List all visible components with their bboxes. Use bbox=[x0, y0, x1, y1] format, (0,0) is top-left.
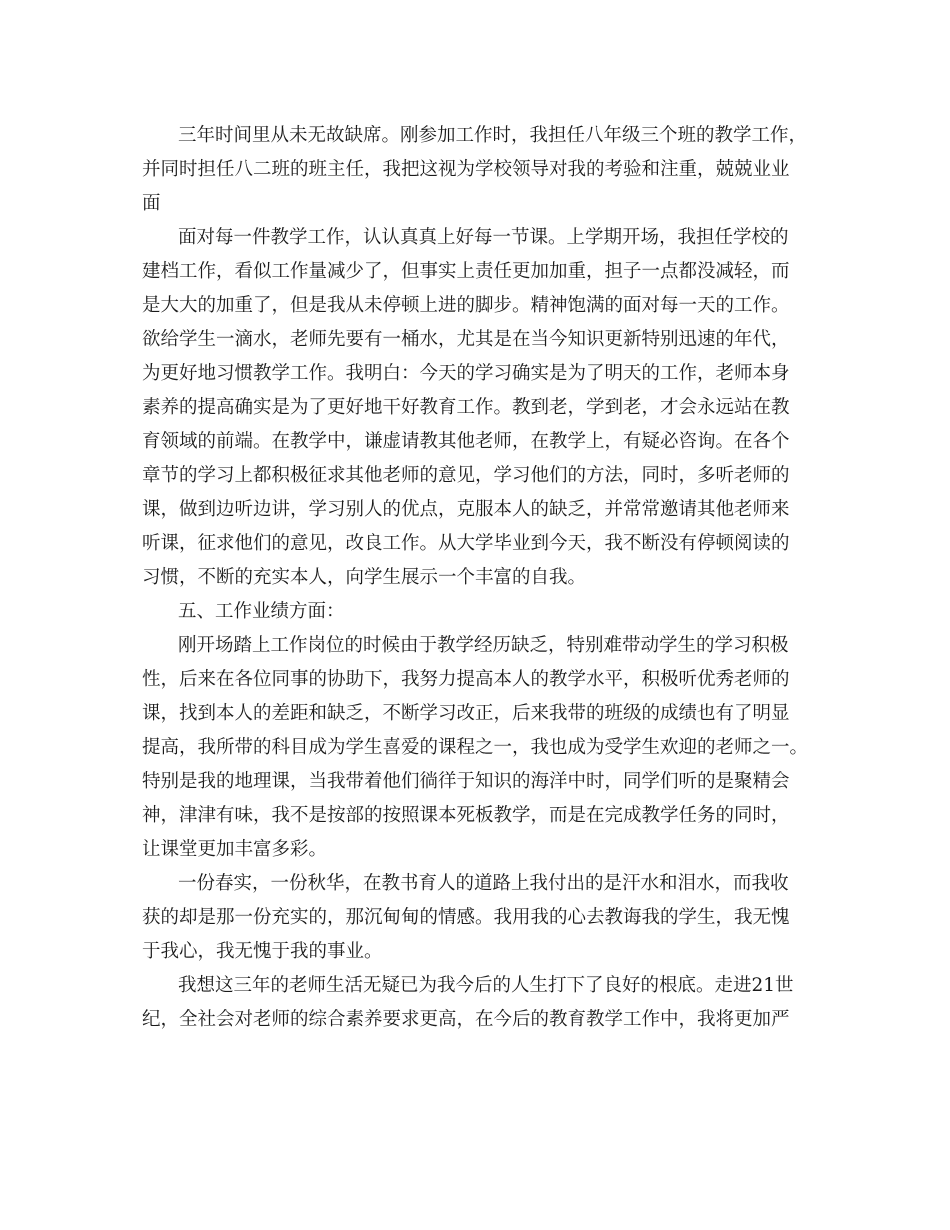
text-line: 建档工作，看似工作量减少了，但事实上责任更加加重，担子一点都没减轻，而 bbox=[142, 261, 790, 282]
text-line: 课，找到本人的差距和缺乏，不断学习改正，后来我带的班级的成绩也有了明显 bbox=[142, 703, 790, 724]
text-line: 并同时担任八二班的班主任，我把这视为学校领导对我的考验和注重，兢兢业业 bbox=[142, 159, 790, 180]
text-line: 于我心，我无愧于我的事业。 bbox=[142, 941, 383, 962]
text-line: 欲给学生一滴水，老师先要有一桶水，尤其是在当今知识更新特别迅速的年代， bbox=[142, 329, 790, 350]
text-line: 素养的提高确实是为了更好地干好教育工作。教到老，学到老，才会永远站在教 bbox=[142, 397, 790, 418]
text-line: 刚开场踏上工作岗位的时候由于教学经历缺乏，特别难带动学生的学习积极 bbox=[178, 635, 789, 656]
text-line: 育领域的前端。在教学中，谦虚请教其他老师，在教学上，有疑必咨询。在各个 bbox=[142, 431, 790, 452]
text-line: 是大大的加重了，但是我从未停顿上进的脚步。精神饱满的面对每一天的工作。 bbox=[142, 295, 790, 316]
text-line: 纪，全社会对老师的综合素养要求更高，在今后的教育教学工作中，我将更加严 bbox=[142, 1009, 790, 1030]
text-line: 习惯，不断的充实本人，向学生展示一个丰富的自我。 bbox=[142, 567, 587, 588]
text-line: 让课堂更加丰富多彩。 bbox=[142, 839, 328, 860]
text-line: 为更好地习惯教学工作。我明白：今天的学习确实是为了明天的工作，老师本身 bbox=[142, 363, 790, 384]
text-line: 性，后来在各位同事的协助下，我努力提高本人的教学水平，积极听优秀老师的 bbox=[142, 669, 790, 690]
text-line: 面对每一件教学工作，认认真真上好每一节课。上学期开场，我担任学校的 bbox=[178, 227, 789, 248]
text-line: 课，做到边听边讲，学习别人的优点，克服本人的缺乏，并常常邀请其他老师来 bbox=[142, 499, 790, 520]
text-line: 一份春实，一份秋华，在教书育人的道路上我付出的是汗水和泪水，而我收 bbox=[178, 873, 789, 894]
section-heading: 五、工作业绩方面： bbox=[178, 601, 345, 622]
text-line: 特别是我的地理课，当我带着他们徜徉于知识的海洋中时，同学们听的是聚精会 bbox=[142, 771, 790, 792]
text-line: 神，津津有味，我不是按部的按照课本死板教学，而是在完成教学任务的同时， bbox=[142, 805, 790, 826]
text-line: 面 bbox=[142, 193, 161, 214]
text-line: 提高，我所带的科目成为学生喜爱的课程之一，我也成为受学生欢迎的老师之一。 bbox=[142, 737, 809, 758]
text-line: 我想这三年的老师生活无疑已为我今后的人生打下了良好的根底。走进21世 bbox=[178, 975, 794, 996]
text-line: 获的却是那一份充实的，那沉甸甸的情感。我用我的心去教诲我的学生，我无愧 bbox=[142, 907, 790, 928]
text-line: 章节的学习上都积极征求其他老师的意见，学习他们的方法，同时，多听老师的 bbox=[142, 465, 790, 486]
text-line: 听课，征求他们的意见，改良工作。从大学毕业到今天，我不断没有停顿阅读的 bbox=[142, 533, 790, 554]
text-line: 三年时间里从未无故缺席。刚参加工作时，我担任八年级三个班的教学工作， bbox=[178, 125, 808, 146]
